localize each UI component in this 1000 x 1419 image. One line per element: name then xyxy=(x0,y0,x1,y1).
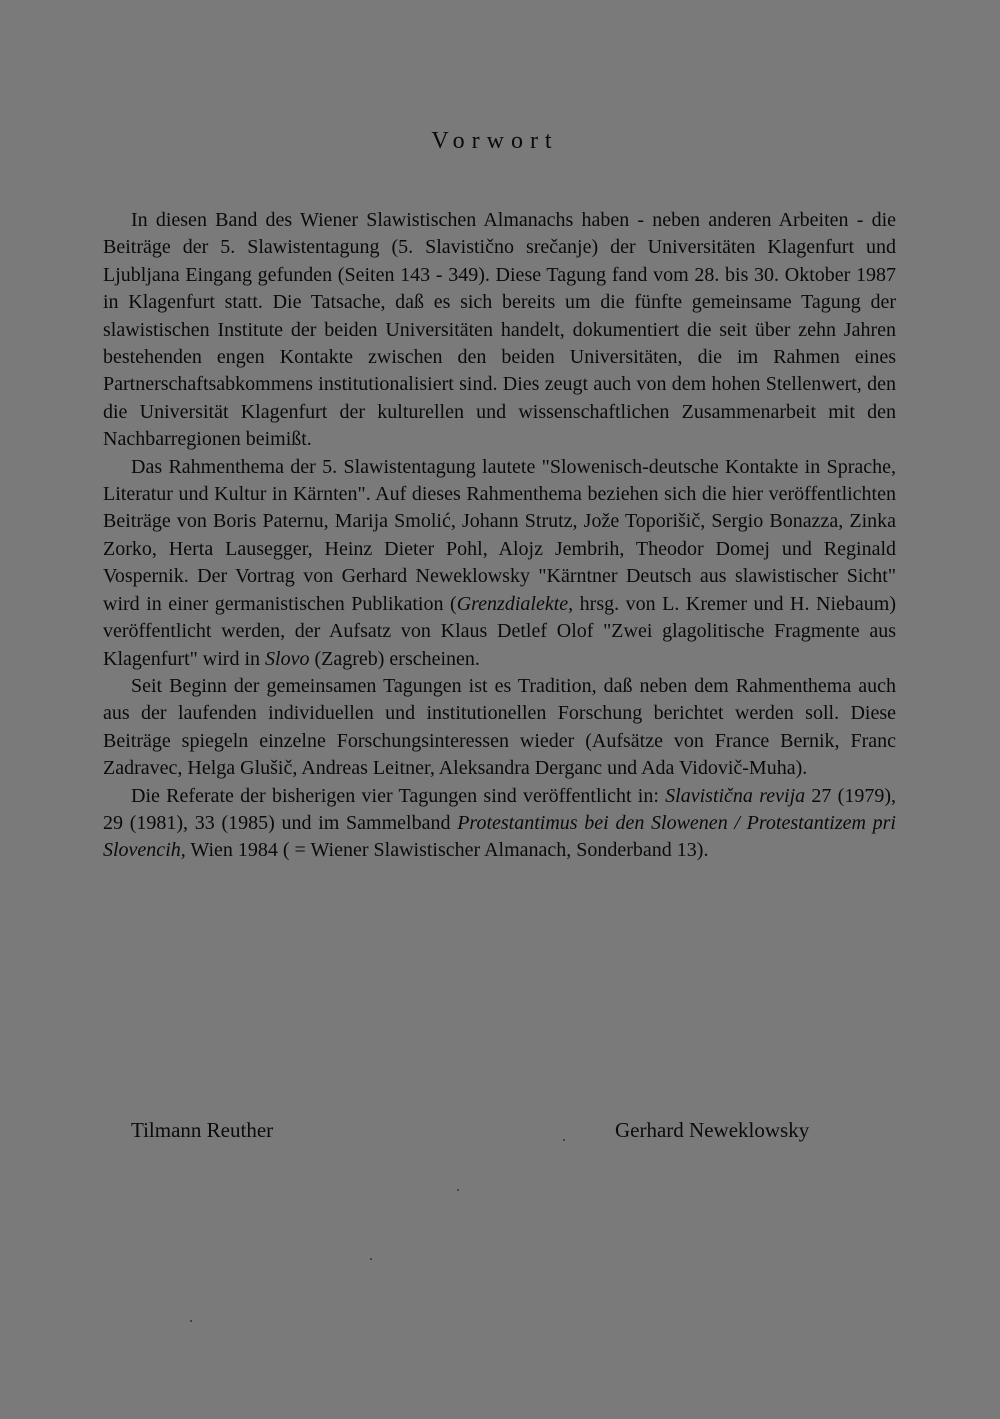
text-segment: 27 (1979), 29 (1981), 33 (1985) und im Sammelband xyxy=(103,784,896,834)
text-segment: In diesen Band des Wiener Slawistischen Almanachs haben - neben anderen Arbeiten - die Beiträge der 5. Slawistentagung (5. Slavistično srečanje) der Universitäten Klagenfurt und Ljubljana Eingang gefunden (Seiten 143 - 349). Diese Tagung fand vom 28. bis 30. Oktober 1987 in Klagenfurt statt. Die Tatsache, daß es sich bereits um die fünfte gemeinsame Tagung der slawistischen Institute der beiden Universitäten handelt, dokumentiert die seit über zehn Jahren bestehenden engen Kontakte zwischen den beiden Universitäten, die im Rahmen eines Partnerschaftsabkommens institutionalisiert sind. Dies zeugt auch von dem hohen Stellenwert, den die Universität Klagenfurt der kulturellen und wissenschaftlichen Zusammenarbeit mit den Nachbarregionen beimißt. xyxy=(103,209,896,451)
signature-right: Gerhard Neweklowsky xyxy=(615,1118,810,1142)
preface-body xyxy=(103,207,896,865)
paragraph xyxy=(103,454,896,673)
text-segment: Wien 1984 ( = Wiener Slawistischer Almanach, Sonderband 13). xyxy=(185,839,709,862)
signature-left: Tilmann Reuther xyxy=(131,1118,274,1142)
scan-speck xyxy=(457,1189,459,1191)
text-segment: Seit Beginn der gemeinsamen Tagungen ist es Tradition, daß neben dem Rahmenthema auch aus der laufenden individuellen und institutionellen Forschung berichtet werden soll. Diese Beiträge spiegeln einzelne Forschungsinteressen wieder (Aufsätze von France Bernik, Franc Zadravec, Helga Glušič, Andreas Leitner, Aleksandra Derganc und Ada Vidovič-Muha). xyxy=(103,674,896,780)
text-segment: (Zagreb) erscheinen. xyxy=(309,647,480,670)
paragraph xyxy=(103,673,896,783)
italic-segment: Slovo xyxy=(265,647,310,670)
italic-segment: Grenzdialekte, xyxy=(456,592,574,615)
text-segment: hrsg. von L. Kremer und H. Niebaum) veröffentlicht werden, der Aufsatz von Klaus Detlef Olof "Zwei glagolitische Fragmente aus Klagenfurt" wird in xyxy=(103,592,896,670)
text-segment: Das Rahmenthema der 5. Slawistentagung lautete "Slowenisch-deutsche Kontakte in Sprache, Literatur und Kultur in Kärnten". Auf dieses Rahmenthema beziehen sich die hier veröffentlichten Beiträge von Boris Paternu, Marija Smolić, Johann Strutz, Jože Toporišič, Sergio Bonazza, Zinka Zorko, Herta Lausegger, Heinz Dieter Pohl, Alojz Jembrih, Theodor Domej und Reginald Vospernik. Der Vortrag von Gerhard Neweklowsky "Kärntner Deutsch aus slawistischer Sicht" wird in einer germanistischen Publikation ( xyxy=(103,455,896,615)
paragraph xyxy=(103,207,896,454)
scan-speck xyxy=(190,1320,192,1322)
scan-speck xyxy=(370,1258,372,1260)
page-title: Vorwort xyxy=(431,128,559,154)
scan-speck xyxy=(563,1139,565,1141)
italic-segment: Slavistična revija xyxy=(665,784,806,807)
italic-segment: Protestantimus bei den Slowenen / Protestantizem pri Slovencih, xyxy=(103,811,896,862)
text-segment: Die Referate der bisherigen vier Tagungen sind veröffentlicht in: xyxy=(131,784,666,807)
paragraph xyxy=(103,783,896,865)
